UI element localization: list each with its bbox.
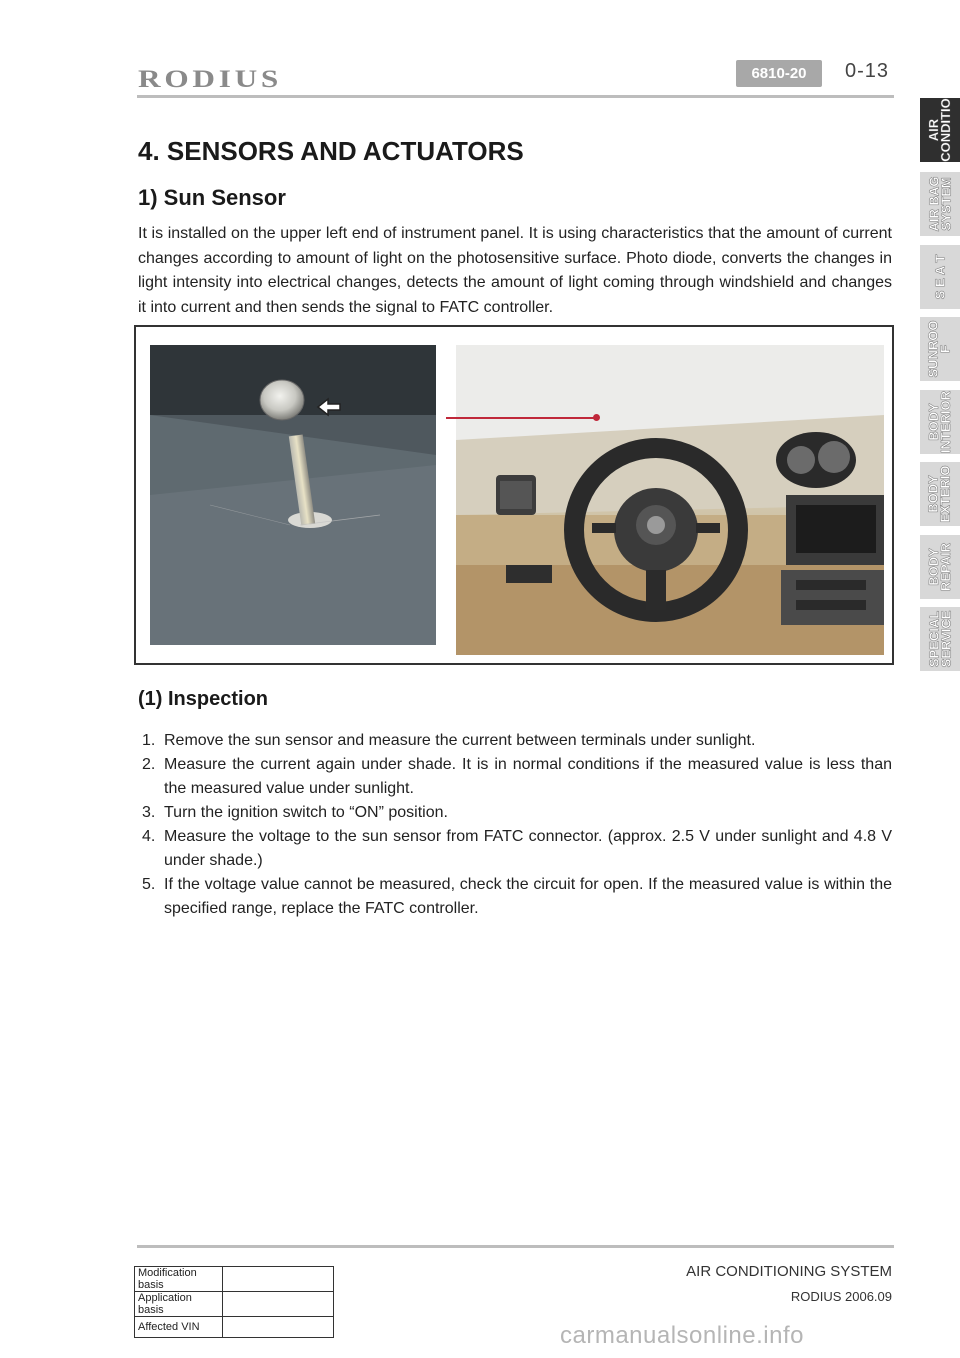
side-tab-label: SPECIAL SERVICE — [926, 610, 953, 668]
step-text: Turn the ignition switch to “ON” position. — [164, 804, 448, 821]
table-row — [135, 1267, 334, 1292]
list-item — [142, 801, 892, 825]
side-tab-label: AIR BAG SYSTEM — [926, 176, 954, 232]
step-text: If the voltage value cannot be measured, check the circuit for open. If the measured value is within the specified range, replace the FATC controller. — [164, 876, 892, 917]
side-tab-sunroof[interactable] — [920, 317, 960, 381]
list-item — [142, 873, 892, 921]
section-code-badge: 6810-20 — [736, 60, 822, 87]
side-tab-label: BODY REPAIR — [926, 542, 953, 592]
side-tab-air-bag[interactable] — [920, 172, 960, 236]
table-cell-value — [223, 1267, 334, 1292]
watermark: carmanualsonline.info — [560, 1322, 804, 1349]
side-tab-label: S E A T — [932, 254, 948, 300]
side-tab-air-conditioning[interactable] — [920, 98, 960, 162]
list-item — [142, 729, 892, 753]
modification-table — [134, 1266, 334, 1338]
table-row — [135, 1317, 334, 1338]
side-tab-label: BODY EXTERIO — [926, 465, 954, 523]
step-number: 2. — [142, 756, 156, 773]
subsection-title: 1) Sun Sensor — [138, 185, 286, 210]
side-tab-label: BODY INTERIOR — [926, 390, 953, 454]
table-cell-label: Application basis — [135, 1292, 223, 1317]
side-tab-label: SUNROO F — [926, 320, 953, 378]
intro-paragraph: It is installed on the upper left end of instrument panel. It is using characteristics that the amount of current changes according to amount of light on the photosensitive surface. Photo diode, converts the changes in light intensity into electrical changes, detects the amount of light coming through windshield and changes it into current and then sends the signal to FATC controller. — [138, 225, 892, 316]
figure-frame — [134, 325, 894, 665]
list-item — [142, 825, 892, 873]
header-divider — [137, 95, 894, 98]
table-cell-label: Affected VIN — [135, 1317, 223, 1338]
inspection-title: (1) Inspection — [138, 688, 269, 710]
footer-version: RODIUS 2006.09 — [790, 1289, 892, 1304]
footer-divider — [137, 1245, 894, 1248]
side-tab-special-service[interactable] — [920, 607, 960, 671]
page-number: 0-13 — [845, 60, 890, 82]
step-number: 4. — [142, 828, 156, 845]
section-title: 4. SENSORS AND ACTUATORS — [138, 136, 524, 166]
table-cell-label: Modification basis — [135, 1267, 223, 1292]
side-tab-body-repair[interactable] — [920, 535, 960, 599]
side-tab-body-interior[interactable] — [920, 390, 960, 454]
step-text: Measure the current again under shade. It is in normal conditions if the measured value is less than the measured value under sunlight. — [164, 756, 892, 797]
table-cell-value — [223, 1317, 334, 1338]
list-item — [142, 753, 892, 801]
callout-leader-line — [446, 417, 596, 419]
step-text: Remove the sun sensor and measure the current between terminals under sunlight. — [164, 732, 756, 749]
dashboard-photo — [456, 345, 884, 655]
side-tab-label: AIR CONDITIO — [926, 98, 953, 162]
table-cell-value — [223, 1292, 334, 1317]
side-tab-body-exterior[interactable] — [920, 462, 960, 526]
table-row — [135, 1292, 334, 1317]
brand-logo: RODIUS — [138, 66, 283, 93]
side-tab-seat[interactable] — [920, 245, 960, 309]
step-text: Measure the voltage to the sun sensor from FATC connector. (approx. 2.5 V under sunlight and 4.8 V under shade.) — [164, 828, 892, 869]
callout-pointer — [593, 414, 600, 421]
step-number: 5. — [142, 876, 156, 893]
step-number: 3. — [142, 804, 156, 821]
footer-system-name: AIR CONDITIONING SYSTEM — [686, 1263, 892, 1280]
step-number: 1. — [142, 732, 156, 749]
sun-sensor-closeup-photo — [150, 345, 436, 645]
inspection-steps — [142, 729, 892, 921]
